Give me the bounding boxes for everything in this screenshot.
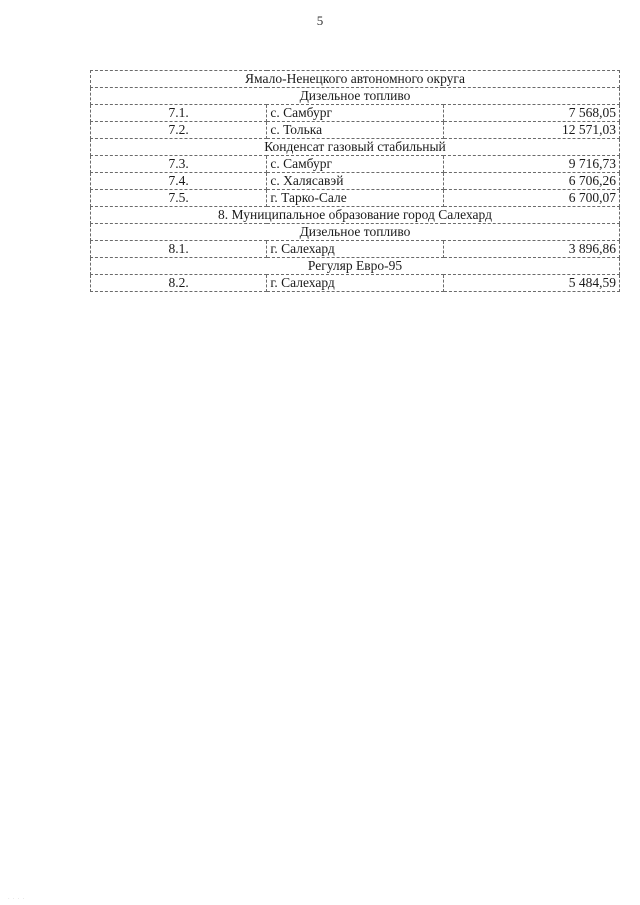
settlement-name: г. Салехард [267,241,443,258]
price-value: 5 484,59 [443,275,619,292]
settlement-name: г. Тарко-Сале [267,190,443,207]
table-row [91,173,620,190]
price-value: 3 896,86 [443,241,619,258]
section-heading: Дизельное топливо [91,224,620,241]
settlement-name: г. Салехард [267,275,443,292]
section-heading: 8. Муниципальное образование город Салехард [91,207,620,224]
settlement-name: с. Халясавэй [267,173,443,190]
section-heading: Дизельное топливо [91,88,620,105]
price-value: 6 706,26 [443,173,619,190]
table-body [91,71,620,292]
section-heading: Конденсат газовый стабильный [91,139,620,156]
row-number: 8.2. [91,275,267,292]
row-number: 7.5. [91,190,267,207]
row-number: 8.1. [91,241,267,258]
price-value: 9 716,73 [443,156,619,173]
settlement-name: с. Самбург [267,105,443,122]
section-heading: Регуляр Евро-95 [91,258,620,275]
table-row [91,275,620,292]
table-row [91,105,620,122]
settlement-name: с. Толька [267,122,443,139]
row-number: 7.1. [91,105,267,122]
page-number: 5 [316,13,324,28]
row-number: 7.4. [91,173,267,190]
settlement-name: с. Самбург [267,156,443,173]
price-value: 7 568,05 [443,105,619,122]
table-section-row [91,224,620,241]
table-section-row [91,88,620,105]
table-section-row [91,207,620,224]
table-row [91,122,620,139]
fuel-price-table [90,70,620,292]
table-row [91,190,620,207]
table-row [91,241,620,258]
table-row [91,156,620,173]
table-section-row [91,71,620,88]
row-number: 7.2. [91,122,267,139]
row-number: 7.3. [91,156,267,173]
price-value: 12 571,03 [443,122,619,139]
table-section-row [91,139,620,156]
section-heading: Ямало-Ненецкого автономного округа [91,71,620,88]
price-value: 6 700,07 [443,190,619,207]
table-section-row [91,258,620,275]
footer-scan-mark: · · · · [8,897,26,902]
